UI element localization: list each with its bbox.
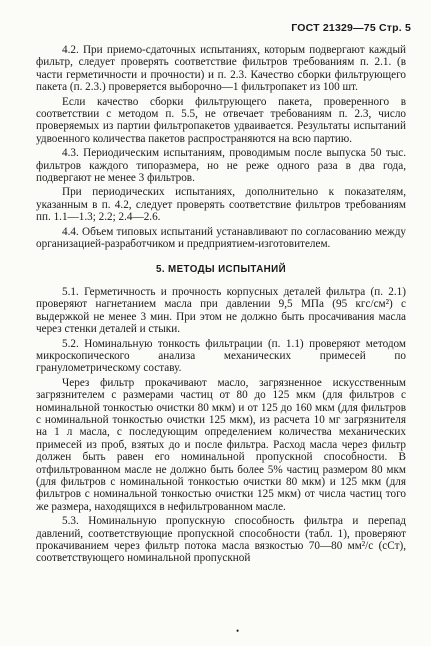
paragraph-4-2: 4.2. При приемо-сдаточных испытаниях, которым подвергают каждый фильтр, следует проверять соответствие фильтров требованиям п. 2.1. (в части герметичности и прочности) и п. 2.3. Качество сборки фильтрующего пакета (п. 2.3.) проверяется выборочно—1 фильтропакет из 100 шт.	[36, 44, 406, 94]
paragraph-5-2: 5.2. Номинальную тонкость фильтрации (п. 1.1) проверяют методом микроскопического анализа механических примесей по гранулометрическому составу.	[36, 337, 406, 375]
section-heading: 5. МЕТОДЫ ИСПЫТАНИЙ	[155, 263, 287, 275]
page-mark: •	[236, 626, 240, 636]
paragraph-4-2-cont: Если качество сборки фильтрующего пакета, проверенного в соответствии с методом п. 5.5, не отвечает требованиям п. 2.3, число проверяемых из партии фильтропакетов удваивается. Результаты испытаний удвоенного количества пакетов распространяются на всю партию.	[36, 95, 406, 145]
paragraph-4-4: 4.4. Объем типовых испытаний устанавливают по согласованию между организацией-разработчиком и предприятием-изготовителем.	[36, 225, 406, 251]
paragraph-5-2-cont: Через фильтр прокачивают масло, загрязненное искусственным загрязнителем с размерами частиц от 80 до 125 мкм (для фильтров с номинальной тонкостью очистки 80 мкм) и от 125 до 160 мкм (для фильтров с номинальной тонкостью очистки 125 мкм), из расчета 10 мг загрязнителя на 1 л масла, с последующим определением количества механических примесей из проб, взятых до и после фильтра. Расход масла через фильтр должен быть равен его номинальной пропускной способности. В отфильтрованном масле не должно быть более 5% частиц размером 80 мкм (для фильтров с номинальной тонкостью очистки 80 мкм) и 125 мкм (для фильтров с номинальной тонкостью очистки 125 мкм) от числа частиц того же размера, находящихся в нефильтрованном масле.	[36, 376, 406, 513]
paragraph-5-1: 5.1. Герметичность и прочность корпусных деталей фильтра (п. 2.1) проверяют нагнетанием масла при давлении 9,5 МПа (95 кгс/см²) с выдержкой не менее 3 мин. При этом не должно быть просачивания масла через стенки деталей и стыки.	[36, 285, 406, 336]
page-header: ГОСТ 21329—75 Стр. 5	[291, 22, 411, 34]
paragraph-4-3-cont: При периодических испытаниях, дополнительно к показателям, указанным в п. 4.2, следует проверять соответствие фильтров требованиям пп. 1.1—1.3; 2.2; 2.4—2.6.	[36, 186, 406, 224]
paragraph-4-3: 4.3. Периодическим испытаниям, проводимым после выпуска 50 тыс. фильтров каждого типоразмера, но не реже одного раза в два года, подвергают не менее 3 фильтров.	[36, 147, 406, 185]
paragraph-5-3: 5.3. Номинальную пропускную способность фильтра и перепад давлений, соответствующие пропускной способности (табл. 1), проверяют прокачиванием через фильтр потока масла вязкостью 70—80 мм²/с (сСт), соответствующего номинальной пропускной	[36, 515, 406, 565]
document-body	[36, 44, 406, 567]
